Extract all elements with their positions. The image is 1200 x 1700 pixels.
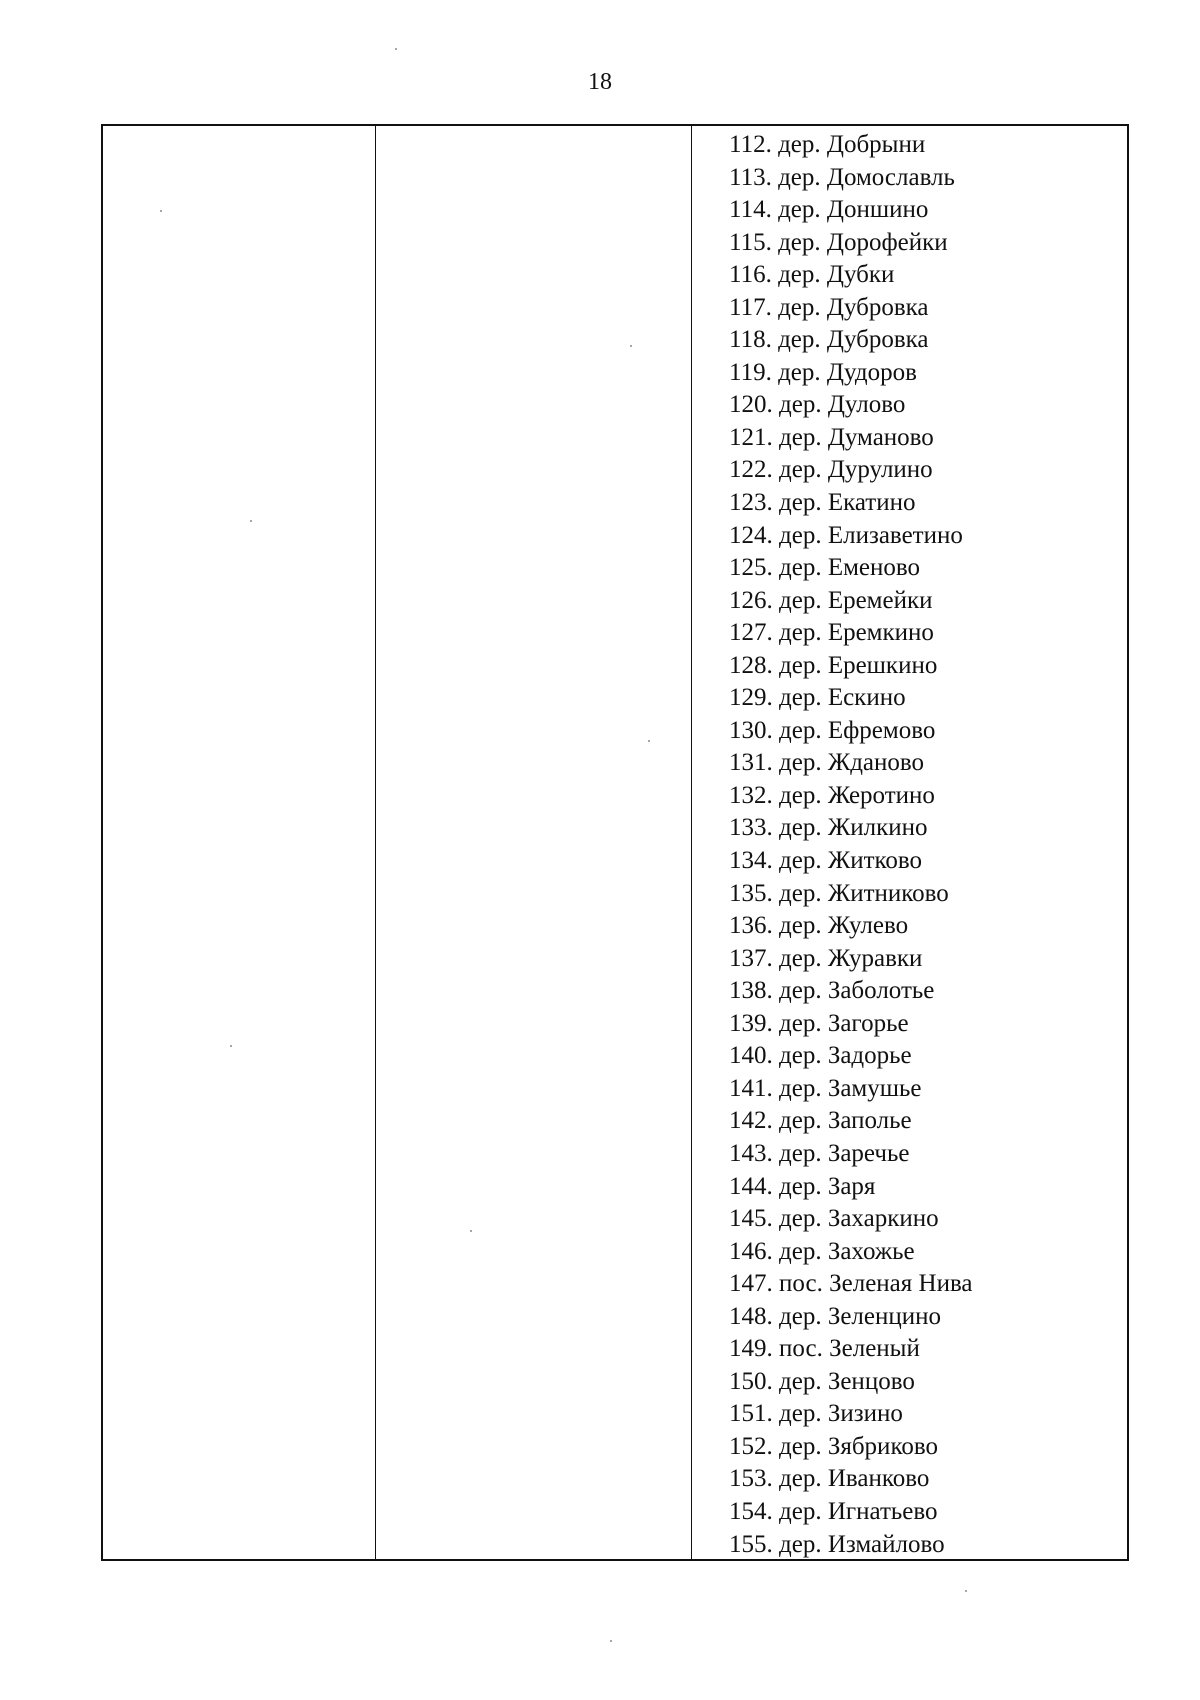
list-item: 116. дер. Дубки	[729, 261, 895, 289]
list-item: 135. дер. Житниково	[729, 879, 949, 907]
list-item: 130. дер. Ефремово	[729, 716, 936, 744]
table-column-empty-2	[376, 126, 692, 1559]
list-item: 155. дер. Измайлово	[729, 1530, 945, 1558]
scan-speck	[630, 345, 632, 347]
list-item: 129. дер. Ескино	[729, 684, 906, 712]
page-number: 18	[588, 69, 612, 95]
settlements-table	[101, 124, 1129, 1561]
list-item: 154. дер. Игнатьево	[729, 1497, 938, 1525]
list-item: 118. дер. Дубровка	[729, 326, 929, 354]
list-item: 153. дер. Иванково	[729, 1465, 930, 1493]
list-item: 133. дер. Жилкино	[729, 814, 928, 842]
settlement-list-column	[692, 126, 1127, 1559]
list-item: 147. пос. Зеленая Нива	[729, 1270, 973, 1298]
list-item: 148. дер. Зеленцино	[729, 1302, 942, 1330]
scan-speck	[395, 48, 397, 50]
scan-speck	[160, 210, 162, 212]
list-item: 117. дер. Дубровка	[729, 293, 929, 321]
scan-speck	[648, 740, 650, 742]
list-item: 140. дер. Задорье	[729, 1042, 912, 1070]
list-item: 134. дер. Житково	[729, 847, 923, 875]
list-item: 139. дер. Загорье	[729, 1009, 909, 1037]
list-item: 123. дер. Екатино	[729, 489, 916, 517]
table-column-empty-1	[103, 126, 376, 1559]
list-item: 143. дер. Заречье	[729, 1139, 910, 1167]
scan-speck	[230, 1045, 232, 1047]
list-item: 131. дер. Жданово	[729, 749, 925, 777]
list-item: 115. дер. Дорофейки	[729, 228, 948, 256]
scan-speck	[965, 1590, 967, 1592]
list-item: 141. дер. Замушье	[729, 1074, 922, 1102]
list-item: 126. дер. Еремейки	[729, 586, 933, 614]
list-item: 144. дер. Заря	[729, 1172, 876, 1200]
list-item: 114. дер. Доншино	[729, 196, 929, 224]
list-item: 128. дер. Ерешкино	[729, 651, 938, 679]
scan-speck	[610, 1640, 612, 1642]
list-item: 152. дер. Зябриково	[729, 1432, 938, 1460]
list-item: 127. дер. Еремкино	[729, 619, 934, 647]
list-item: 142. дер. Заполье	[729, 1107, 912, 1135]
list-item: 151. дер. Зизино	[729, 1400, 903, 1428]
list-item: 119. дер. Дудоров	[729, 358, 917, 386]
list-item: 149. пос. Зеленый	[729, 1335, 920, 1363]
list-item: 120. дер. Дулово	[729, 391, 906, 419]
list-item: 113. дер. Домославль	[729, 163, 955, 191]
list-item: 124. дер. Елизаветино	[729, 521, 963, 549]
list-item: 138. дер. Заболотье	[729, 977, 935, 1005]
list-item: 132. дер. Жеротино	[729, 781, 935, 809]
list-item: 136. дер. Жулево	[729, 912, 909, 940]
list-item: 145. дер. Захаркино	[729, 1205, 939, 1233]
list-item: 125. дер. Еменово	[729, 554, 921, 582]
list-item: 150. дер. Зенцово	[729, 1367, 915, 1395]
scan-speck	[470, 1230, 472, 1232]
list-item: 137. дер. Журавки	[729, 944, 923, 972]
list-item: 121. дер. Думаново	[729, 423, 934, 451]
list-item: 146. дер. Захожье	[729, 1237, 915, 1265]
scan-speck	[250, 520, 252, 522]
list-item: 122. дер. Дурулино	[729, 456, 933, 484]
list-item: 112. дер. Добрыни	[729, 131, 926, 158]
